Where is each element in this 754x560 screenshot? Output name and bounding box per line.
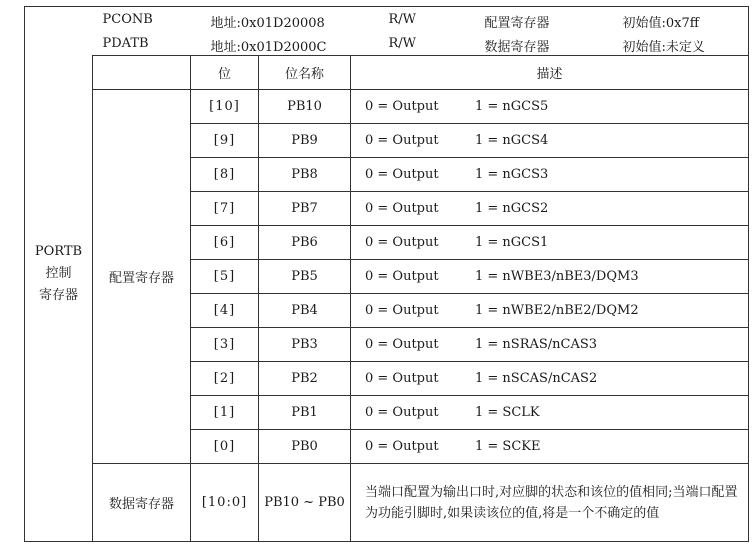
desc-value-0: 0 = Output [365,337,439,352]
desc-value-1: 1 = SCLK [475,405,540,420]
bit-name-cell: PB8 [259,158,351,192]
bit-cell: [1] [191,396,259,430]
register-address: 地址:0x01D2000C [210,40,327,55]
bit-cell: [2] [191,362,259,396]
config-register-label: 配置寄存器 [93,90,191,464]
desc-value-0: 0 = Output [365,235,439,250]
bit-name-cell: PB6 [259,226,351,260]
desc-value-1: 1 = nSRAS/nCAS3 [475,337,598,352]
data-register-description: 当端口配置为输出口时,对应脚的状态和该位的值相同;当端口配置为功能引脚时,如果读该位的值,将是一个不确定的值 [351,464,749,542]
bit-cell: [10:0] [191,464,259,542]
header-row-pconb [25,7,749,32]
bit-name-cell: PB9 [259,124,351,158]
register-type: 数据寄存器 [484,40,550,55]
desc-value-1: 1 = nWBE2/nBE2/DQM2 [475,303,639,318]
bit-name-cell: PB10 [259,90,351,124]
data-register-label: 数据寄存器 [93,464,191,542]
bit-cell: [5] [191,260,259,294]
port-label-line: 控制 [45,266,72,281]
desc-value-0: 0 = Output [365,303,439,318]
bit-name-cell: PB5 [259,260,351,294]
port-label-line: 寄存器 [38,288,78,303]
desc-value-1: 1 = nWBE3/nBE3/DQM3 [475,269,639,284]
bit-cell: [10] [191,90,259,124]
desc-value-1: 1 = SCKE [475,439,541,454]
bit-cell: [9] [191,124,259,158]
portb-register-table [24,6,749,542]
desc-value-0: 0 = Output [365,133,439,148]
header-row-pdatb [25,31,749,56]
desc-value-1: 1 = nGCS4 [475,133,549,148]
column-header-description: 描述 [351,56,749,90]
desc-value-0: 0 = Output [365,167,439,182]
table-row [25,90,749,124]
desc-value-0: 0 = Output [365,371,439,386]
register-type: 配置寄存器 [484,16,550,31]
bit-cell: [0] [191,430,259,464]
desc-value-0: 0 = Output [365,405,439,420]
desc-value-0: 0 = Output [365,99,439,114]
bit-name-cell: PB2 [259,362,351,396]
bit-name-cell: PB7 [259,192,351,226]
bit-cell: [8] [191,158,259,192]
bit-cell: [6] [191,226,259,260]
column-header-bit: 位 [191,56,259,90]
register-access: R/W [388,12,417,27]
register-name: PCONB [102,12,153,27]
desc-value-1: 1 = nGCS2 [475,201,549,216]
bit-name-cell: PB10 ~ PB0 [259,464,351,542]
data-register-row [25,464,749,542]
register-initial-value: 初始值:0x7ff [622,16,699,31]
desc-value-1: 1 = nGCS5 [475,99,549,114]
port-label-cell [25,7,93,542]
bit-name-cell: PB0 [259,430,351,464]
register-access: R/W [388,36,417,51]
column-header-bit-name: 位名称 [259,56,351,90]
column-header-row [25,56,749,90]
bit-cell: [3] [191,328,259,362]
bit-cell: [4] [191,294,259,328]
register-table-page [24,6,748,546]
bit-name-cell: PB1 [259,396,351,430]
register-address: 地址:0x01D20008 [210,16,325,31]
bit-cell: [7] [191,192,259,226]
desc-value-0: 0 = Output [365,439,439,454]
desc-value-0: 0 = Output [365,269,439,284]
desc-value-1: 1 = nGCS3 [475,167,549,182]
desc-value-1: 1 = nGCS1 [475,235,549,250]
bit-name-cell: PB3 [259,328,351,362]
port-label-line: PORTB [34,244,83,259]
register-name: PDATB [102,36,149,51]
bit-name-cell: PB4 [259,294,351,328]
desc-value-0: 0 = Output [365,201,439,216]
desc-value-1: 1 = nSCAS/nCAS2 [475,371,598,386]
register-initial-value: 初始值:未定义 [622,40,705,55]
